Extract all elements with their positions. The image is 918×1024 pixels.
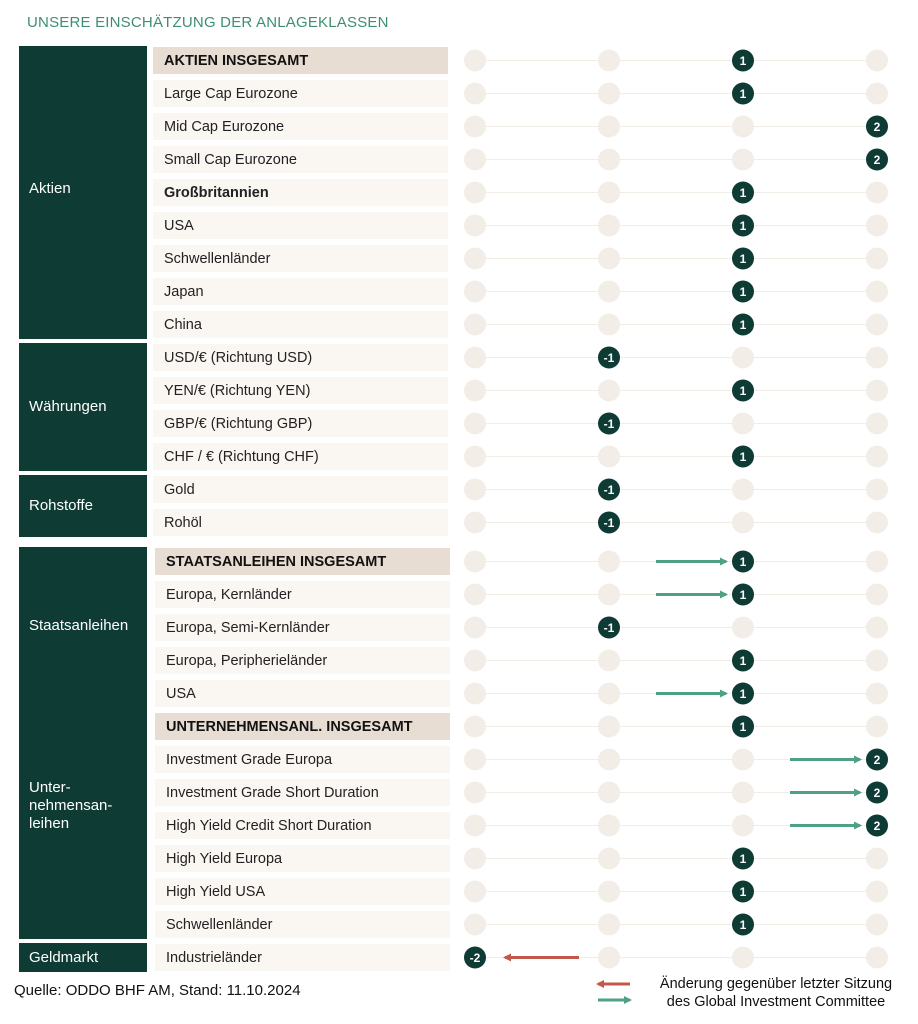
empty-dot	[464, 116, 486, 138]
rating-value: -1	[603, 417, 615, 431]
row-label: Small Cap Eurozone	[153, 146, 448, 173]
rating-value: 1	[739, 852, 747, 866]
rating-value: 2	[873, 819, 881, 833]
rating-value: -1	[603, 621, 615, 635]
rating-value: -2	[469, 951, 481, 965]
empty-dot	[598, 881, 620, 903]
empty-dot	[732, 347, 754, 369]
rating-value: 1	[739, 450, 747, 464]
empty-dot	[866, 716, 888, 738]
empty-dot	[732, 512, 754, 534]
empty-dot	[732, 116, 754, 138]
rating-value: 1	[739, 555, 747, 569]
rating-value: 2	[873, 753, 881, 767]
row-label: Investment Grade Europa	[155, 746, 450, 773]
empty-dot	[598, 83, 620, 105]
empty-dot	[732, 782, 754, 804]
empty-dot	[464, 83, 486, 105]
empty-dot	[464, 650, 486, 672]
empty-dot	[464, 512, 486, 534]
rating-value: 1	[739, 384, 747, 398]
empty-dot	[464, 347, 486, 369]
empty-dot	[464, 848, 486, 870]
empty-dot	[866, 650, 888, 672]
empty-dot	[464, 716, 486, 738]
empty-dot	[598, 182, 620, 204]
empty-dot	[464, 683, 486, 705]
row-label: STAATSANLEIHEN INSGESAMT	[155, 548, 450, 575]
rating-value: 2	[873, 153, 881, 167]
empty-dot	[464, 314, 486, 336]
row-label: Großbritannien	[153, 179, 448, 206]
empty-dot	[464, 380, 486, 402]
rating-value: -1	[603, 351, 615, 365]
row-label: High Yield USA	[155, 878, 450, 905]
row-label: Europa, Semi-Kernländer	[155, 614, 450, 641]
empty-dot	[866, 248, 888, 270]
row-label: Mid Cap Eurozone	[153, 113, 448, 140]
category-label: Rohstoffe	[29, 497, 93, 514]
row-label: Gold	[153, 476, 448, 503]
empty-dot	[598, 248, 620, 270]
empty-dot	[598, 380, 620, 402]
empty-dot	[464, 584, 486, 606]
rating-value: 2	[873, 120, 881, 134]
category-label: Währungen	[29, 398, 107, 415]
rating-value: -1	[603, 516, 615, 530]
empty-dot	[464, 914, 486, 936]
empty-dot	[464, 881, 486, 903]
category-label: Geldmarkt	[29, 948, 99, 966]
empty-dot	[598, 314, 620, 336]
empty-dot	[732, 149, 754, 171]
rating-value: 1	[739, 285, 747, 299]
empty-dot	[464, 479, 486, 501]
empty-dot	[598, 446, 620, 468]
empty-dot	[866, 479, 888, 501]
empty-dot	[598, 584, 620, 606]
rating-value: 1	[739, 918, 747, 932]
empty-dot	[866, 314, 888, 336]
rating-value: 1	[739, 54, 747, 68]
empty-dot	[464, 182, 486, 204]
empty-dot	[732, 617, 754, 639]
empty-dot	[464, 446, 486, 468]
empty-dot	[866, 683, 888, 705]
rating-value: 1	[739, 252, 747, 266]
empty-dot	[866, 347, 888, 369]
empty-dot	[464, 281, 486, 303]
chart-title: UNSERE EINSCHÄTZUNG DER ANLAGEKLASSEN	[27, 14, 389, 31]
row-label: Schwellenländer	[153, 245, 448, 272]
empty-dot	[464, 50, 486, 72]
row-label: China	[153, 311, 448, 338]
rating-value: 1	[739, 720, 747, 734]
rating-value: 1	[739, 87, 747, 101]
empty-dot	[598, 914, 620, 936]
empty-dot	[866, 881, 888, 903]
empty-dot	[866, 413, 888, 435]
empty-dot	[732, 749, 754, 771]
empty-dot	[866, 947, 888, 969]
row-label: Europa, Peripherieländer	[155, 647, 450, 674]
empty-dot	[598, 815, 620, 837]
row-label: YEN/€ (Richtung YEN)	[153, 377, 448, 404]
legend-line-2: des Global Investment Committee	[666, 994, 886, 1010]
empty-dot	[866, 446, 888, 468]
row-label: Industrieländer	[155, 944, 450, 971]
row-label: High Yield Europa	[155, 845, 450, 872]
category-label: Unter- nehmensan- leihen	[29, 779, 113, 832]
empty-dot	[598, 149, 620, 171]
empty-dot	[866, 584, 888, 606]
empty-dot	[598, 848, 620, 870]
empty-dot	[598, 50, 620, 72]
rating-value: 2	[873, 786, 881, 800]
category-label: Staatsanleihen	[29, 617, 129, 634]
empty-dot	[598, 281, 620, 303]
category-label: Aktien	[29, 180, 71, 197]
row-label: Europa, Kernländer	[155, 581, 450, 608]
row-label: High Yield Credit Short Duration	[155, 812, 450, 839]
row-label: AKTIEN INSGESAMT	[153, 47, 448, 74]
empty-dot	[464, 782, 486, 804]
row-label: CHF / € (Richtung CHF)	[153, 443, 448, 470]
empty-dot	[866, 617, 888, 639]
empty-dot	[866, 50, 888, 72]
legend-text	[645, 975, 907, 1011]
row-label: USD/€ (Richtung USD)	[153, 344, 448, 371]
empty-dot	[464, 149, 486, 171]
empty-dot	[866, 380, 888, 402]
empty-dot	[598, 716, 620, 738]
rating-value: 1	[739, 186, 747, 200]
row-label: Schwellenländer	[155, 911, 450, 938]
empty-dot	[866, 281, 888, 303]
rating-value: 1	[739, 654, 747, 668]
row-label: GBP/€ (Richtung GBP)	[153, 410, 448, 437]
empty-dot	[732, 413, 754, 435]
empty-dot	[866, 182, 888, 204]
rating-value: 1	[739, 687, 747, 701]
row-label: Investment Grade Short Duration	[155, 779, 450, 806]
rating-value: 1	[739, 219, 747, 233]
empty-dot	[598, 215, 620, 237]
empty-dot	[464, 749, 486, 771]
empty-dot	[866, 914, 888, 936]
empty-dot	[732, 479, 754, 501]
empty-dot	[598, 749, 620, 771]
rating-value: 1	[739, 318, 747, 332]
empty-dot	[598, 782, 620, 804]
empty-dot	[866, 848, 888, 870]
row-label: USA	[155, 680, 450, 707]
rating-value: -1	[603, 483, 615, 497]
empty-dot	[866, 215, 888, 237]
empty-dot	[866, 551, 888, 573]
empty-dot	[464, 617, 486, 639]
empty-dot	[866, 83, 888, 105]
row-label: Japan	[153, 278, 448, 305]
row-label: USA	[153, 212, 448, 239]
empty-dot	[464, 815, 486, 837]
empty-dot	[732, 815, 754, 837]
empty-dot	[598, 683, 620, 705]
empty-dot	[598, 650, 620, 672]
empty-dot	[598, 116, 620, 138]
row-label: Rohöl	[153, 509, 448, 536]
source-note: Quelle: ODDO BHF AM, Stand: 11.10.2024	[14, 982, 301, 999]
row-label: UNTERNEHMENSANL. INSGESAMT	[155, 713, 450, 740]
rating-value: 1	[739, 885, 747, 899]
rating-value: 1	[739, 588, 747, 602]
empty-dot	[732, 947, 754, 969]
empty-dot	[598, 551, 620, 573]
legend-line-1: Änderung gegenüber letzter Sitzung	[659, 976, 893, 992]
row-label: Large Cap Eurozone	[153, 80, 448, 107]
empty-dot	[464, 215, 486, 237]
empty-dot	[866, 512, 888, 534]
empty-dot	[598, 947, 620, 969]
empty-dot	[464, 551, 486, 573]
empty-dot	[464, 413, 486, 435]
empty-dot	[464, 248, 486, 270]
